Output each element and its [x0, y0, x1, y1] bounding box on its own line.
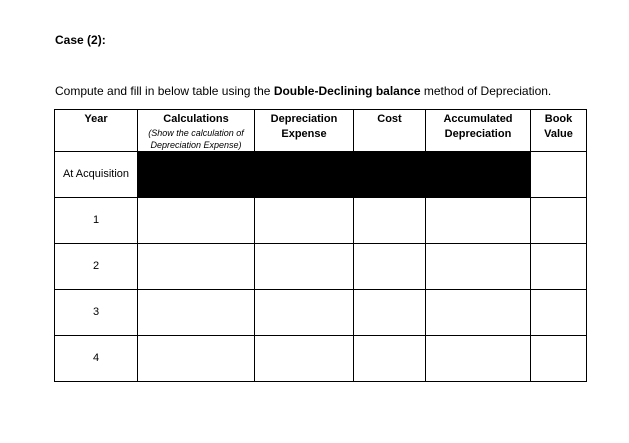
row-year-label: 4 [55, 336, 138, 382]
depreciation-expense-cell[interactable] [255, 198, 354, 244]
header-cost: Cost [354, 110, 426, 152]
calculations-cell[interactable] [138, 244, 255, 290]
book-value-cell[interactable] [531, 336, 587, 382]
header-calculations-note: (Show the calculation of Depreciation Expense) [148, 128, 244, 150]
depreciation-table [54, 109, 587, 382]
table-row [55, 244, 587, 290]
accumulated-depreciation-cell[interactable] [426, 336, 531, 382]
depreciation-expense-cell[interactable] [255, 290, 354, 336]
book-value-cell[interactable] [531, 152, 587, 198]
calculations-cell[interactable] [138, 198, 255, 244]
header-year: Year [55, 110, 138, 152]
cost-cell[interactable] [354, 244, 426, 290]
calculations-cell[interactable] [138, 290, 255, 336]
header-calculations-label: Calculations [163, 113, 229, 125]
accumulated-depreciation-cell[interactable] [426, 290, 531, 336]
depreciation-expense-cell[interactable] [255, 336, 354, 382]
instruction-method: Double-Declining balance [273, 84, 421, 98]
row-year-label: 1 [55, 198, 138, 244]
instruction-text [55, 84, 551, 98]
calculations-cell[interactable] [138, 336, 255, 382]
table-row [55, 152, 587, 198]
table-row [55, 198, 587, 244]
case-title: Case (2): [55, 33, 106, 47]
book-value-cell[interactable] [531, 290, 587, 336]
table-row [55, 336, 587, 382]
accumulated-depreciation-cell[interactable] [426, 198, 531, 244]
book-value-cell[interactable] [531, 244, 587, 290]
instruction-suffix: method of Depreciation. [420, 84, 552, 98]
header-depreciation-expense: Depreciation Expense [255, 110, 354, 152]
row-year-label: 3 [55, 290, 138, 336]
cost-cell[interactable] [354, 290, 426, 336]
book-value-cell[interactable] [531, 198, 587, 244]
row-year-label: 2 [55, 244, 138, 290]
table-row [55, 290, 587, 336]
blacked-out-cell [138, 152, 531, 198]
header-calculations [138, 110, 255, 152]
cost-cell[interactable] [354, 198, 426, 244]
depreciation-expense-cell[interactable] [255, 244, 354, 290]
accumulated-depreciation-cell[interactable] [426, 244, 531, 290]
header-book-value: Book Value [531, 110, 587, 152]
cost-cell[interactable] [354, 336, 426, 382]
row-year-label: At Acquisition [55, 152, 138, 198]
header-accumulated-depreciation: Accumulated Depreciation [426, 110, 531, 152]
header-row [55, 110, 587, 152]
instruction-prefix: Compute and fill in below table using the [55, 84, 274, 98]
